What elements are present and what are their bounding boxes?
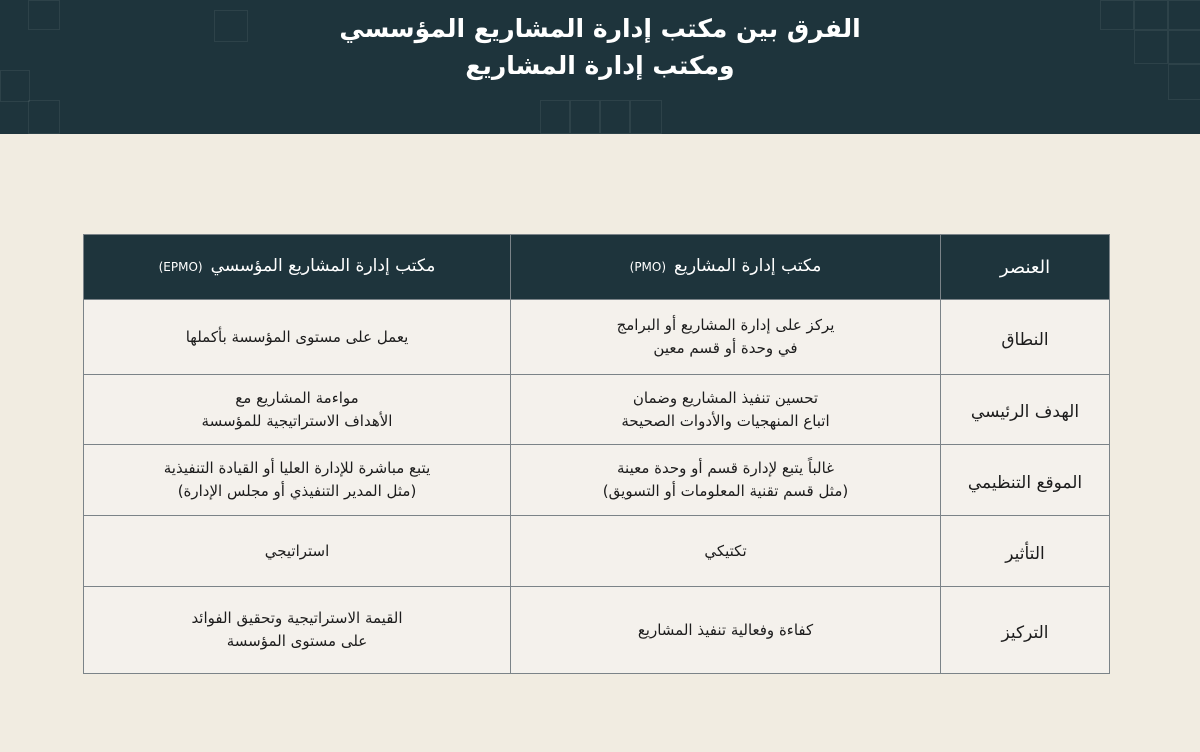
cell-line: يركز على إدارة المشاريع أو البرامج bbox=[616, 316, 835, 334]
row-epmo bbox=[84, 516, 511, 587]
row-epmo bbox=[84, 300, 511, 375]
cell-line: كفاءة وفعالية تنفيذ المشاريع bbox=[637, 620, 814, 639]
header-epmo: مكتب إدارة المشاريع المؤسسي(EPMO) bbox=[84, 235, 511, 300]
cell-line: اتباع المنهجيات والأدوات الصحيحة bbox=[621, 411, 830, 430]
row-element: التركيز bbox=[941, 587, 1110, 674]
decor-square bbox=[630, 100, 662, 134]
header-banner bbox=[0, 0, 1200, 134]
row-epmo bbox=[84, 587, 511, 674]
decor-square bbox=[1134, 30, 1168, 64]
cell-line: (مثل قسم تقنية المعلومات أو التسويق) bbox=[602, 482, 849, 500]
row-pmo bbox=[511, 516, 941, 587]
decor-square bbox=[600, 100, 630, 134]
decor-square bbox=[1168, 64, 1200, 100]
decor-square bbox=[0, 70, 30, 102]
row-element: التأثير bbox=[941, 516, 1110, 587]
row-epmo bbox=[84, 445, 511, 516]
table-row bbox=[84, 300, 1110, 375]
cell-line: على مستوى المؤسسة bbox=[226, 632, 368, 650]
cell-line: يتبع مباشرة للإدارة العليا أو القيادة التنفيذية bbox=[163, 459, 431, 477]
header-pmo: مكتب إدارة المشاريع(PMO) bbox=[511, 235, 941, 300]
header-element: العنصر bbox=[941, 235, 1110, 300]
row-pmo bbox=[511, 587, 941, 674]
row-element: الموقع التنظيمي bbox=[941, 445, 1110, 516]
cell-line: مواءمة المشاريع مع bbox=[235, 388, 359, 407]
table-row bbox=[84, 587, 1110, 674]
title-line-2: ومكتب إدارة المشاريع bbox=[465, 51, 735, 80]
decor-square bbox=[1134, 0, 1168, 30]
row-epmo bbox=[84, 375, 511, 445]
cell-line: في وحدة أو قسم معين bbox=[653, 339, 798, 357]
decor-square bbox=[28, 0, 60, 30]
decor-square bbox=[540, 100, 570, 134]
cell-line: غالباً يتبع لإدارة قسم أو وحدة معينة bbox=[617, 459, 834, 477]
cell-line: استراتيجي bbox=[264, 541, 330, 560]
row-pmo bbox=[511, 445, 941, 516]
decor-square bbox=[1168, 30, 1200, 64]
cell-line: الأهداف الاستراتيجية للمؤسسة bbox=[201, 411, 393, 430]
cell-line: يعمل على مستوى المؤسسة بأكملها bbox=[185, 327, 409, 346]
table-row bbox=[84, 445, 1110, 516]
row-pmo bbox=[511, 300, 941, 375]
cell-line: القيمة الاستراتيجية وتحقيق الفوائد bbox=[191, 609, 403, 627]
title-line-1: الفرق بين مكتب إدارة المشاريع المؤسسي bbox=[339, 14, 861, 43]
row-pmo bbox=[511, 375, 941, 445]
decor-square bbox=[1100, 0, 1134, 30]
page-title bbox=[200, 10, 1000, 84]
header-epmo-abbr: (EPMO) bbox=[158, 260, 203, 274]
row-element: الهدف الرئيسي bbox=[941, 375, 1110, 445]
row-element: النطاق bbox=[941, 300, 1110, 375]
comparison-table bbox=[83, 234, 1110, 674]
table-row bbox=[84, 516, 1110, 587]
decor-square bbox=[28, 100, 60, 134]
decor-square bbox=[570, 100, 600, 134]
cell-line: (مثل المدير التنفيذي أو مجلس الإدارة) bbox=[177, 482, 417, 500]
header-pmo-abbr: (PMO) bbox=[629, 260, 667, 274]
table-header-row bbox=[84, 235, 1110, 300]
decor-square bbox=[1168, 0, 1200, 30]
cell-line: تحسين تنفيذ المشاريع وضمان bbox=[632, 388, 819, 407]
cell-line: تكتيكي bbox=[704, 541, 747, 560]
table-row bbox=[84, 375, 1110, 445]
